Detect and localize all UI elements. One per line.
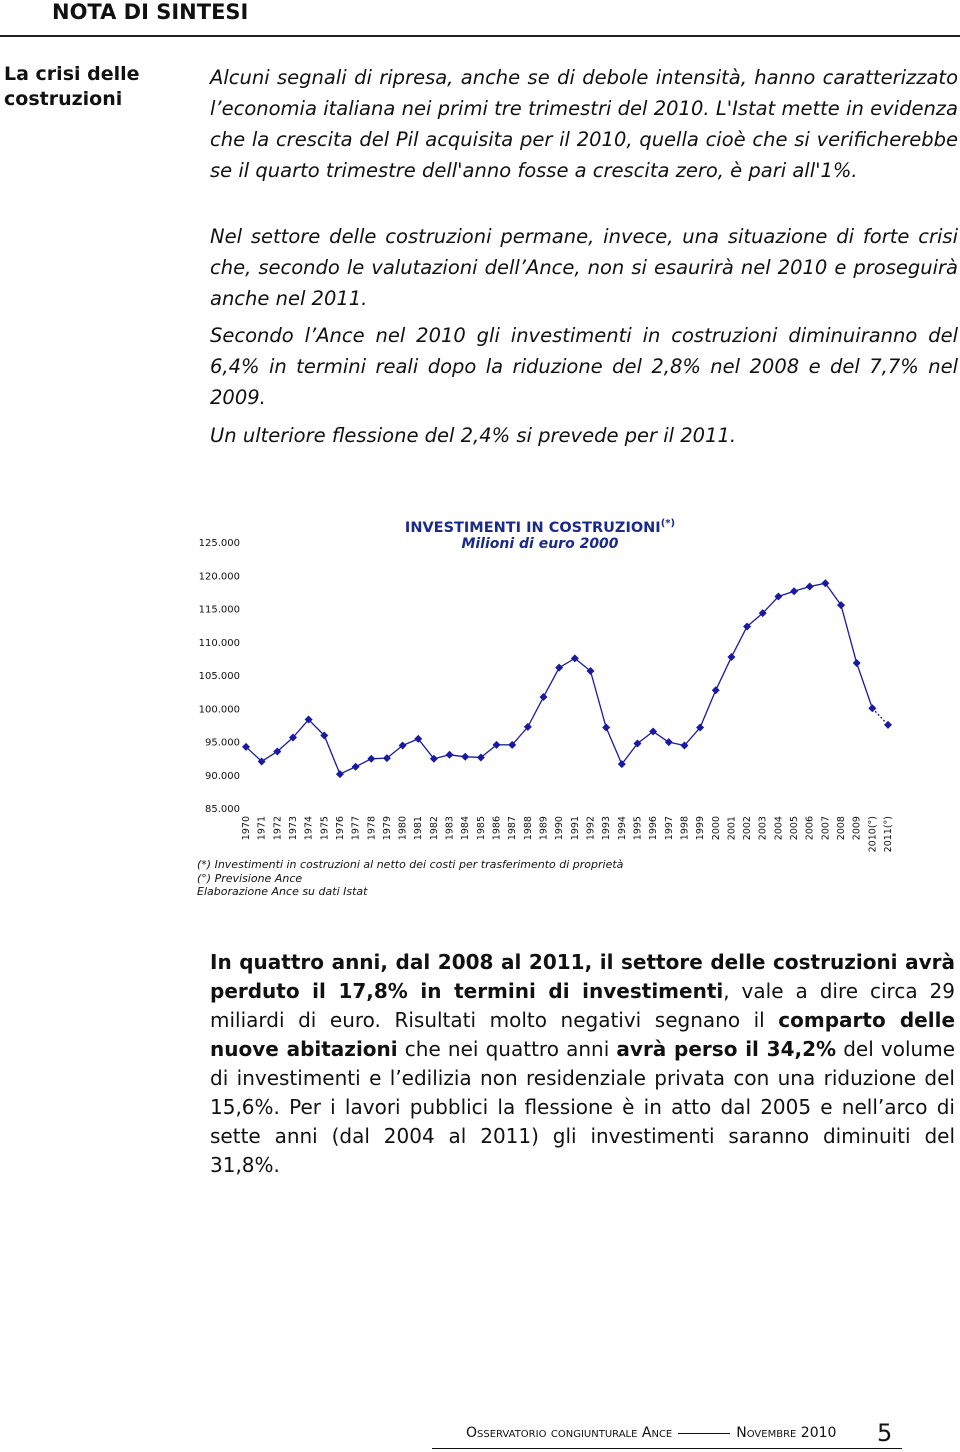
x-tick-label: 2009 (851, 816, 863, 841)
y-tick-label: 125.000 (198, 538, 240, 549)
series-line-segment (841, 605, 857, 663)
investment-chart (0, 500, 960, 860)
page-number: 5 (877, 1419, 893, 1447)
x-tick-label: 1975 (319, 816, 331, 841)
series-line-segment (716, 657, 732, 690)
chart-title-text: INVESTIMENTI IN COSTRUZIONI (404, 519, 661, 536)
x-tick-label: 2006 (804, 816, 816, 841)
data-point-marker (868, 704, 876, 712)
x-tick-label: 1971 (256, 816, 268, 841)
series-line-segment (637, 732, 653, 744)
y-tick-label: 115.000 (198, 604, 240, 616)
x-tick-label: 2003 (757, 816, 769, 841)
x-tick-label: 1989 (538, 816, 550, 841)
series-line-segment (309, 720, 325, 736)
x-tick-label: 1978 (366, 816, 378, 841)
x-tick-label: 1991 (569, 816, 581, 841)
series-line-segment (418, 739, 434, 759)
series-line-segment (763, 597, 779, 614)
intro-p3: Secondo l’Ance nel 2010 gli investimenti in costruzioni diminuiranno del 6,4% in termini reali dopo la riduzione del 2,8% nel 2008 e del 7,7% nel 2009. (210, 324, 958, 409)
x-tick-label: 2010(°) (867, 816, 879, 853)
intro-p1: Alcuni segnali di ripresa, anche se di debole intensità, hanno caratterizzato l’economia italiana nei primi tre trimestri del 2010. L'Istat mette in evidenza che la crescita del Pil acquisita per il 2010, quella cioè che si verificherebbe se il quarto trimestre dell'anno fosse a crescita zero, è pari all'1%. (210, 66, 958, 182)
body-text-3: del volume di investimenti e l’edilizia non residenziale privata con una riduzione del 15,6%. Per i lavori pubblici la flessione è in atto dal 2005 e nell’arco di sette anni (dal 2004 al 2011) gli investimenti saranno diminuiti del 31,8%. (210, 1037, 956, 1177)
data-point-marker (790, 587, 798, 595)
x-tick-label: 1977 (350, 816, 362, 841)
x-tick-label: 1976 (334, 816, 346, 841)
footer-rule (432, 1448, 902, 1449)
x-tick-label: 1998 (679, 816, 691, 841)
x-tick-label: 1986 (491, 816, 503, 841)
series-line-segment (731, 626, 747, 657)
intro-p2: Nel settore delle costruzioni permane, invece, una situazione di forte crisi che, secondo le valutazioni dell’Ance, non si esaurirà nel 2010 e proseguirà anche nel 2011. (210, 225, 958, 310)
x-tick-label: 1984 (460, 816, 472, 841)
data-point-marker (446, 751, 454, 759)
intro-paragraph-2 (210, 221, 958, 314)
body-text-2: che nei quattro anni (397, 1037, 617, 1061)
x-tick-label: 1995 (632, 816, 644, 841)
x-tick-label: 2004 (773, 816, 785, 841)
footer (466, 1425, 836, 1441)
series-line-segment (277, 738, 293, 752)
y-tick-label: 85.000 (205, 804, 240, 815)
intro-p4: Un ulteriore flessione del 2,4% si prevede per il 2011. (210, 424, 737, 447)
x-tick-label: 1981 (413, 816, 425, 841)
chart-subtitle: Milioni di euro 2000 (461, 536, 619, 552)
x-tick-label: 1973 (287, 816, 299, 841)
series-line-segment (387, 745, 403, 758)
data-point-marker (837, 601, 845, 609)
x-tick-label: 2001 (726, 816, 738, 841)
data-point-marker (602, 724, 610, 732)
x-tick-label: 1996 (648, 816, 660, 841)
series-line-segment (528, 697, 544, 727)
x-tick-label: 1992 (585, 816, 597, 841)
series-line-segment (872, 708, 888, 725)
y-tick-label: 100.000 (198, 704, 240, 716)
data-point-marker (712, 686, 720, 694)
x-tick-label: 1980 (397, 816, 409, 841)
series-line-segment (324, 736, 340, 775)
x-tick-label: 2011(°) (883, 816, 894, 853)
series-line-segment (575, 658, 591, 671)
chart-svg (0, 500, 960, 860)
data-point-marker (821, 579, 829, 587)
x-tick-label: 1979 (381, 816, 393, 841)
footer-dash (678, 1433, 730, 1434)
series-line-segment (606, 728, 622, 765)
y-tick-label: 110.000 (198, 637, 240, 649)
y-tick-label: 105.000 (198, 671, 240, 682)
x-tick-label: 2008 (836, 816, 848, 841)
data-point-marker (336, 770, 344, 778)
intro-paragraph-4 (210, 420, 958, 451)
body-bold-3: avrà perso il 34,2% (616, 1037, 837, 1061)
body-text-1: , vale a dire circa 29 miliardi di euro. Risultati molto negativi segnano il (210, 979, 955, 1032)
x-tick-label: 1972 (272, 816, 284, 841)
note-2: (°) Previsione Ance (197, 871, 303, 885)
data-point-marker (461, 753, 469, 761)
x-tick-label: 1970 (241, 816, 252, 841)
x-tick-label: 2000 (710, 816, 722, 841)
series-line-segment (590, 671, 606, 728)
note-1: (*) Investimenti in costruzioni al netto dei costi per trasferimento di proprietà (197, 858, 624, 871)
footer-right: Novembre 2010 (736, 1425, 837, 1441)
chart-notes (197, 858, 623, 899)
data-point-marker (727, 653, 735, 661)
x-tick-label: 1983 (444, 816, 456, 841)
series-line-segment (857, 663, 873, 708)
sidebar-label: La crisi delle costruzioni (4, 63, 140, 110)
y-tick-label: 95.000 (205, 737, 240, 749)
data-point-marker (884, 721, 892, 729)
series-line-segment (747, 613, 763, 626)
x-tick-label: 1982 (428, 816, 440, 841)
series-line-segment (512, 727, 528, 745)
data-point-marker (806, 583, 814, 591)
x-tick-label: 1997 (663, 816, 675, 841)
y-tick-label: 90.000 (205, 770, 240, 782)
data-point-marker (367, 755, 375, 763)
chart-title-superscript: (*) (660, 518, 676, 529)
x-tick-label: 2007 (820, 816, 832, 841)
data-point-marker (540, 693, 548, 701)
x-tick-label: 1994 (616, 816, 628, 841)
x-tick-label: 1974 (303, 816, 315, 841)
series-line-segment (684, 728, 700, 746)
x-tick-label: 1985 (475, 816, 487, 841)
x-tick-label: 1988 (522, 816, 534, 841)
data-point-marker (853, 659, 861, 667)
x-tick-label: 1990 (554, 816, 566, 841)
series-line-segment (246, 747, 262, 762)
intro-paragraph-1 (210, 62, 958, 186)
x-tick-label: 2005 (789, 816, 801, 841)
series-line-segment (825, 583, 841, 605)
x-tick-label: 1999 (695, 816, 707, 841)
body-bold-1: In quattro anni, dal 2008 al 2011, il settore delle costruzioni avrà perduto il 17,8% in termini di investimenti (210, 950, 955, 1003)
data-point-marker (665, 738, 673, 746)
body-bold-2: comparto delle nuove abitazioni (210, 1008, 956, 1061)
note-3: Elaborazione Ance su dati Istat (197, 885, 368, 898)
y-tick-label: 120.000 (198, 571, 240, 583)
body-paragraph (210, 948, 955, 1180)
series-line-segment (622, 743, 638, 764)
series-line-segment (481, 745, 497, 758)
x-tick-label: 1987 (507, 816, 519, 841)
footer-left: Osservatorio congiunturale Ance (466, 1425, 673, 1441)
data-point-marker (352, 763, 360, 771)
series-line-segment (544, 668, 560, 697)
series-line-segment (293, 720, 309, 738)
x-tick-label: 1993 (601, 816, 613, 841)
top-rule (0, 35, 960, 37)
intro-paragraph-3 (210, 320, 958, 413)
x-tick-label: 2002 (742, 816, 754, 841)
series-line-segment (700, 690, 716, 727)
data-point-marker (555, 664, 563, 672)
section-title: NOTA DI SINTESI (52, 0, 249, 24)
